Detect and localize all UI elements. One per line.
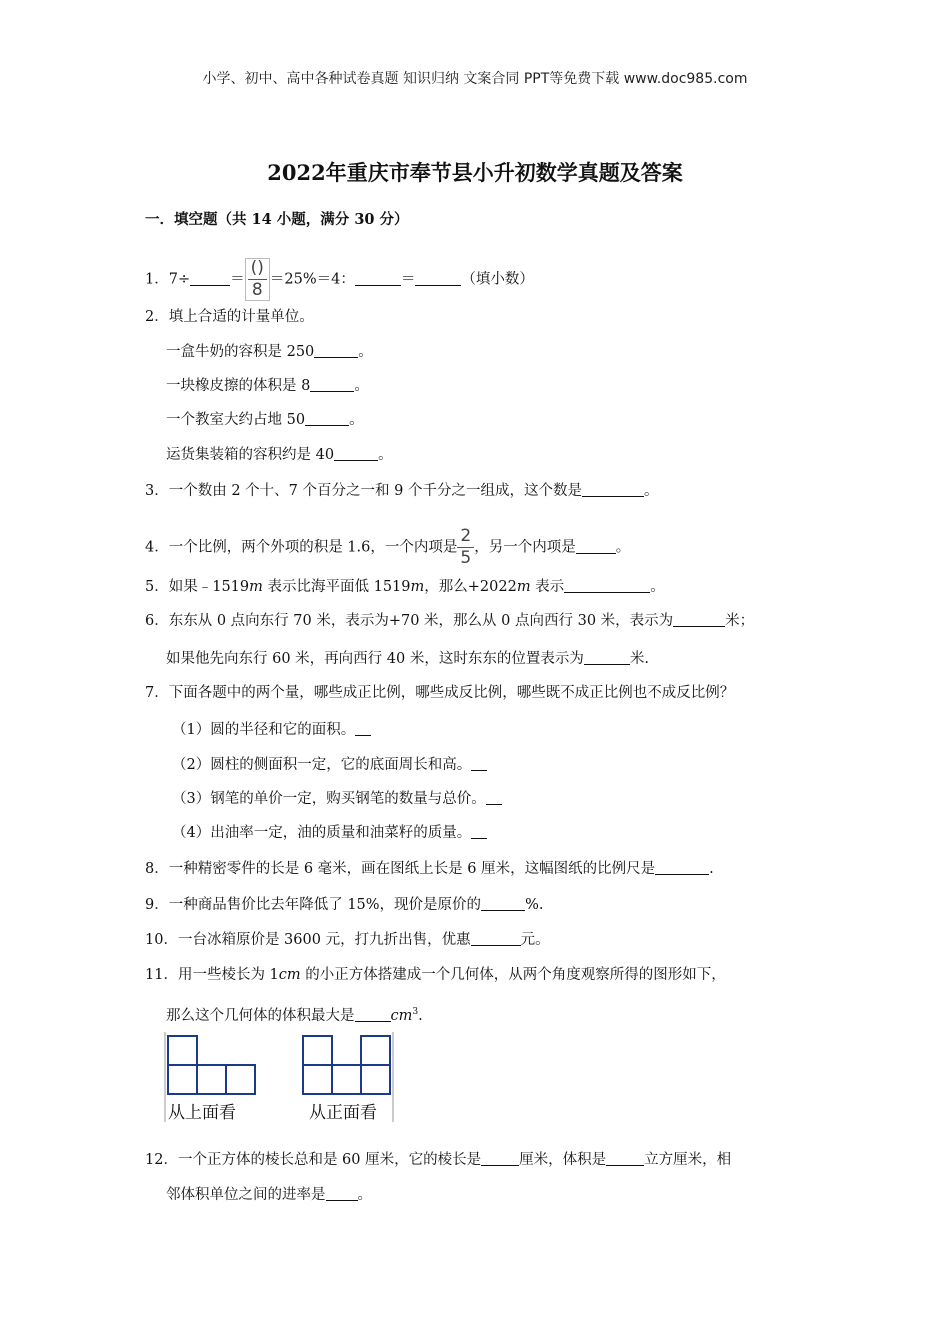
q6-blank-2[interactable] <box>584 650 630 665</box>
question-12-line-1: 12．一个正方体的棱长总和是 60 厘米，它的棱长是 厘米，体积是 立方厘米，相 <box>145 1152 732 1168</box>
page-header: 小学、初中、高中各种试卷真题 知识归纳 文案合同 PPT等免费下载 www.doc985.com <box>202 71 748 87</box>
front-view-square <box>303 1065 332 1094</box>
question-4: 4．一个比例，两个外项的积是 1.6，一个内项是 $\frac{2}{5}$ ，另一个内项是 。 <box>145 526 631 568</box>
question-2-line-1: 一盒牛奶的容积是 250 。 <box>166 344 373 360</box>
question-11-line-1: 11．用一些棱长为 1cm 的小正方体搭建成一个几何体，从两个角度观察所得的图形如下， <box>145 967 726 983</box>
q12-blank-2[interactable] <box>606 1151 644 1166</box>
view-from-top-label: 从上面看 <box>168 1103 236 1123</box>
q12-blank-3[interactable] <box>326 1186 358 1201</box>
question-6-line-1: 6．东东从 0 点向东行 70 米，表示为+70 米，那么从 0 点向西行 30 米，表示为 米； <box>145 613 755 629</box>
question-10: 10．一台冰箱原价是 3600 元，打九折出售，优惠 元。 <box>145 932 550 948</box>
question-7-sub-3: （3）钢笔的单价一定，购买钢笔的数量与总价。 <box>172 789 502 809</box>
q9-blank[interactable] <box>481 896 525 911</box>
question-7-stem: 7．下面各题中的两个量，哪些成正比例，哪些成反比例，哪些既不成正比例也不成反比例？ <box>145 685 735 701</box>
question-2-stem: 2．填上合适的计量单位。 <box>145 309 314 325</box>
q6-blank-1[interactable] <box>673 612 725 627</box>
question-3: 3．一个数由 2 个十、7 个百分之一和 9 个千分之一组成，这个数是 。 <box>145 483 659 499</box>
q12-blank-1[interactable] <box>481 1151 519 1166</box>
view-from-front-label: 从正面看 <box>309 1103 377 1123</box>
question-12-line-2: 邻体积单位之间的进率是 。 <box>166 1187 372 1203</box>
question-2-line-3: 一个教室大约占地 50 。 <box>166 412 364 428</box>
question-1: 1．7÷ ＝ $\frac{()}{8}$ ＝25%＝4： ＝ （填小数） <box>145 258 534 300</box>
question-7-sub-1: （1）圆的半径和它的面积。 <box>172 720 371 740</box>
q2-blank-4[interactable] <box>334 446 378 461</box>
q1-blank-2[interactable] <box>355 271 401 286</box>
top-view-square <box>168 1036 197 1065</box>
section-heading: 一．填空题（共 14 小题，满分 30 分） <box>145 211 409 228</box>
q7-blank-2[interactable] <box>471 756 487 771</box>
q1-blank-1[interactable] <box>190 271 230 286</box>
q11-blank[interactable] <box>355 1007 391 1022</box>
q2-blank-3[interactable] <box>305 411 349 426</box>
front-view-square <box>361 1036 390 1065</box>
q10-blank[interactable] <box>471 931 521 946</box>
top-view-square <box>226 1065 255 1094</box>
top-view-square <box>168 1065 197 1094</box>
q7-blank-3[interactable] <box>486 790 502 805</box>
q4-fraction: $\frac{2}{5}$ <box>457 528 474 567</box>
question-5: 5．如果﹣1519m 表示比海平面低 1519m，那么+2022m 表示 。 <box>145 579 665 595</box>
q7-blank-1[interactable] <box>355 721 371 736</box>
question-11-line-2: 那么这个几何体的体积最大是 $cm^3$. <box>166 1007 423 1024</box>
q1-fraction: $\frac{()}{8}$ <box>245 258 270 301</box>
front-view-square <box>332 1065 361 1094</box>
question-9: 9．一种商品售价比去年降低了 15%，现价是原价的 %. <box>145 897 544 913</box>
question-7-sub-2: （2）圆柱的侧面积一定，它的底面周长和高。 <box>172 755 487 775</box>
q2-blank-1[interactable] <box>314 343 358 358</box>
q8-blank[interactable] <box>655 860 709 875</box>
question-2-line-4: 运货集装箱的容积约是 40 。 <box>166 447 393 463</box>
question-6-line-2: 如果他先向东行 60 米，再向西行 40 米，这时东东的位置表示为 米. <box>166 651 649 667</box>
front-view-square <box>303 1036 332 1065</box>
q1-blank-3[interactable] <box>415 271 461 286</box>
top-view-square <box>197 1065 226 1094</box>
q5-blank[interactable] <box>564 578 650 593</box>
front-view-square <box>361 1065 390 1094</box>
q7-blank-4[interactable] <box>471 824 487 839</box>
q2-blank-2[interactable] <box>310 377 354 392</box>
q4-blank[interactable] <box>576 539 616 554</box>
question-2-line-2: 一块橡皮擦的体积是 8 。 <box>166 378 369 394</box>
page-title: 2022年重庆市奉节县小升初数学真题及答案 <box>267 160 683 185</box>
question-7-sub-4: （4）出油率一定，油的质量和油菜籽的质量。 <box>172 823 487 843</box>
q3-blank[interactable] <box>582 482 644 497</box>
question-8: 8．一种精密零件的长是 6 毫米，画在图纸上长是 6 厘米，这幅图纸的比例尺是 . <box>145 861 714 877</box>
